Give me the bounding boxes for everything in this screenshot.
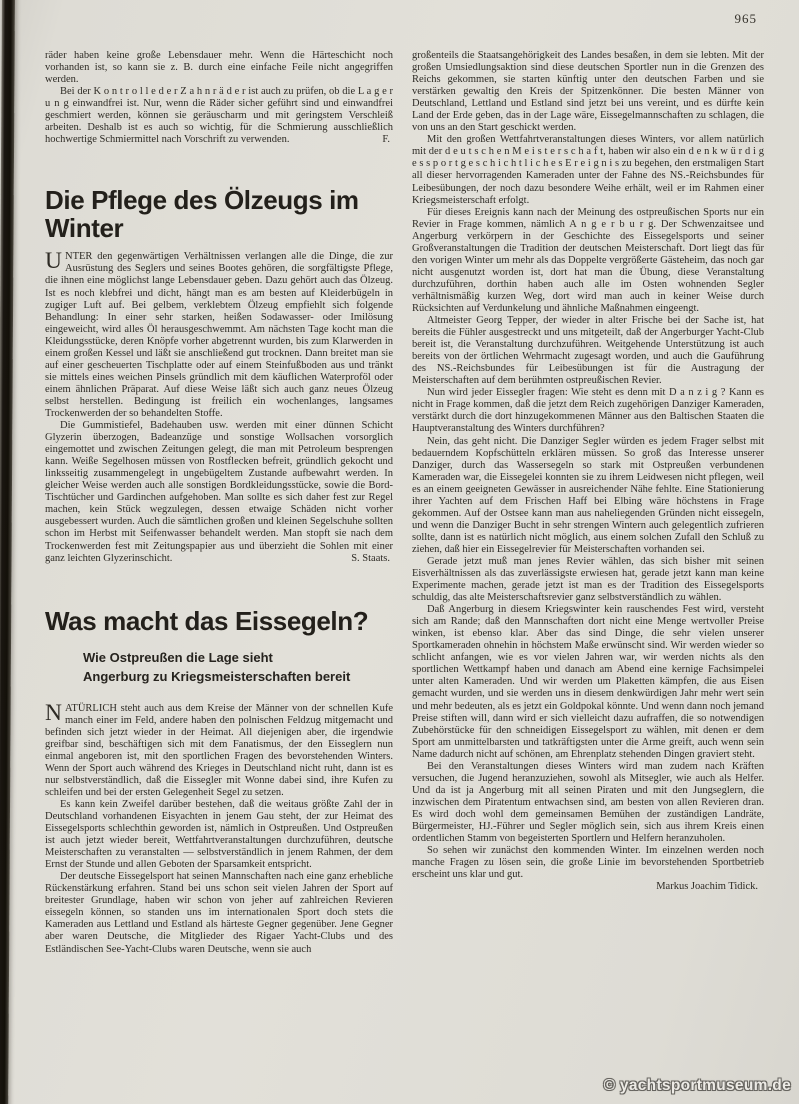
scan-edge-artifact xyxy=(0,0,15,1104)
paragraph: Bei den Veranstaltungen dieses Winters wird man zudem nach Kräften versuchen, die Jugend heranzuziehen, sowohl als Mitsegler, wie auch als Helfer. Und da ist ja Angerburg mit all seinen Piraten und mit den Jungseglern, die inzwischen dem Piratentum entwachsen sind, am besten von allen Revieren dran. Es wird doch wohl dem gemeinsamen Bemühen der zuständigen Landräte, Bürgermeister, HJ.-Führer und Segler möglich sein, sich aus ihrem Kreis einen ordentlichen Stamm von begeisterten Sportlern und Helfern heranzuholen. xyxy=(412,760,764,845)
paragraph: großenteils die Staatsangehörigkeit des Landes besaßen, in dem sie lebten. Mit der großen Umsiedlungsaktion sind diese deutschen Sportler nun in die Grenzen des Reichs gekommen, sie starten künftig unter den deutschen Farben und sie verstärken gewaltig den Kreis der Spitzenkönner. Die besten Männer von Deutschland, Lettland und Estland sind jetzt bei uns vereint, und es dürfte kein Land der Erde geben, das in der Lage wäre, Eissegelmannschaften zu schlagen, die von uns an den Start geschickt werden. xyxy=(412,50,764,134)
paragraph: Daß Angerburg in diesem Kriegswinter kein rauschendes Fest wird, versteht sich am Rande; daß den Mannschaften dort nicht eine Menge wertvoller Preise winken, ist ebenso klar. Aber das sind Dinge, die sehr vielen unserer Sportkameraden ohnehin in höchstem Maße erwünscht sind. Wir werden wieder so schlicht anfangen, wie es vor vielen Jahren war, wir werden nichts als den sportlichen Wettkampf haben und danach am Abend eine kernige Fachsimpelei unter alten Kameraden. Und wir werden um Plaketten kämpfen, die aus Eisen gemacht wurden, und sie werden uns in diesem denkwürdigen Jahr mehr wert sein und mehr bedeuten, als es jetzt ein Goldpokal könnte. Und wenn dann noch jemand Preise stiften will, dann wird er sich vielleicht dazu aufraffen, die so notwendigen Zubehörstücke für den schneidigen Eissegelsport zu wählen, mit denen er dem Sport am unmittelbarsten und tatkräftigsten unter die Arme greift, auch wenn sein Name dadurch nicht auf schönen, am Ehrenplatz stehenden Dingen graviert steht. xyxy=(412,604,764,760)
paragraph: Der deutsche Eissegelsport hat seinen Mannschaften nach eine ganz erhebliche Rückenstärkung erfahren. Stand bei uns schon seit vielen Jahren der Sport auf breitester Grundlage, haben wir schon von jeher auf zahlreichen Revieren eissegeln können, so standen uns im internationalen Sport doch stets die Kameraden aus Lettland und Estland als härteste Gegner gegenüber. Jene Gegner aber waren Deutsche, die Mitglieder des Rigaer Yacht-Clubs und des Estländischen See-Yacht-Clubs waren Deutsche, wenn sie auch xyxy=(45,871,393,955)
paragraph: NATÜRLICH steht auch aus dem Kreise der Männer von der schnellen Kufe manch einer im Feld, andere haben den polnischen Feldzug mitgemacht und befinden sich jetzt wieder in der Heimat. All diejenigen aber, die irgendwie greifbar sind, beschäftigen sich mit dem Fanatismus, der den Eisseglern nun einmal angeboren ist, mit den sportlichen Fragen des bevorstehenden Winters. Wenn der Sport auch während des Krieges in Deutschland nicht ruht, dann ist es nur selbstverständlich, daß die Eissegler mit Wonne dabei sind, ihre Kufen zu schleifen und bei der ersten Gelegenheit Segel zu setzen. xyxy=(45,699,393,798)
article-subtitle: Angerburg zu Kriegsmeisterschaften bereit xyxy=(83,668,351,684)
paragraph: Es kann kein Zweifel darüber bestehen, daß die weitaus größte Zahl der in Deutschland vorhandenen Eisyachten in jenem Gau steht, der zur Heimat des Eissegelsports schlechthin geworden ist, nämlich in Ostpreußen. Und Ostpreußen ist auch jetzt wieder bereit, Wettfahrtveranstaltungen durchzuführen, deutsche Meisterschaften zu veranstalten — selbstverständlich in jenem Rahmen, der dem Ernst der Stunde und allen Geboten der Sparsamkeit entspricht. xyxy=(45,798,393,871)
paragraph: Gerade jetzt muß man jenes Revier wählen, das sich bisher mit seinen Eisverhältnissen als das zuverlässigste erwiesen hat, gerade jetzt kann man keine Experimente machen, gerade jetzt ist man es der Tradition des Eissegelsports schuldig, das alte Meisterschaftsrevier ganz selbstverständlich zu wählen. xyxy=(412,555,764,604)
article-fragment-zahnraeder xyxy=(45,50,393,146)
article-subtitles xyxy=(83,648,393,686)
paragraph: räder haben keine große Lebensdauer mehr. Wenn die Härteschicht noch vorhanden ist, so kann sie z. B. durch eine einfache Feile nicht angegriffen werden. xyxy=(45,50,393,86)
right-column xyxy=(412,50,764,956)
paragraph: So sehen wir zunächst den kommenden Winter. Im einzelnen werden noch manche Fragen zu lösen sein, die große Linie im bevorstehenden Sportbetrieb erscheint uns klar und gut. xyxy=(412,845,764,881)
paragraph: Die Gummistiefel, Badehauben usw. werden mit einer dünnen Schicht Glyzerin überzogen, Badeanzüge und sonstige Wollsachen vorsorglich eingemottet und zwischen Zeitungen gelegt, die man mit Petroleum besprengen kann. Weiße Segelhosen müssen von Rostflecken befreit, gründlich gekocht und linksseitig zusammengelegt in ungebügeltem Zustande aufbewahrt werden. In gleicher Weise werden auch alle sonstigen Bordkleidungsstücke, sowie die Bord-Tischtücher und Gardinchen aufgehoben. Man sollte es sich daher fest zur Regel machen, kein Stück wegzulegen, dessen etwaige Schäden nicht vorher ausgebessert wurden. Auch die sämtlichen großen und kleinen Segelschuhe sollten schon im Herbst mit Seifenwasser behandelt werden. Man stopft sie nach dem Trockenwerden fest mit Zeitungspapier aus und überzieht die Sohlen mit einer ganz leichten Glyzerinschicht. xyxy=(45,420,393,564)
paragraph: Bei der K o n t r o l l e d e r Z a h n r ä d e r ist auch zu prüfen, ob die L a g e r u n g einwandfrei ist. Nur, wenn die Räder sicher geführt sind und einwandfrei geschmiert werden, können sie geräuscharm und mit geringstem Verschleiß arbeiten. Deshalb ist es auch so wichtig, für die Schmierung ausschließlich hochwertige Schmiermittel nach Vorschrift zu verwenden. xyxy=(45,86,393,146)
page-number: 965 xyxy=(734,11,757,26)
page-columns xyxy=(45,50,764,956)
watermark: © yachtsportmuseum.de xyxy=(603,1077,791,1094)
article-oelzeug xyxy=(45,186,393,564)
article-subtitle: Wie Ostpreußen die Lage sieht xyxy=(83,649,273,665)
paragraph: Altmeister Georg Tepper, der wieder in alter Frische bei der Sache ist, hat bereits die Fühler ausgestreckt und uns mitgeteilt, daß der Angerburger Yacht-Club bereit ist, die Veranstaltung durchzuführen. Weitgehende Unterstützung ist auch bereits von der örtlichen Wehrmacht zugesagt worden, und auch die Gauführung des NS.-Reichsbundes für Leibesübungen ist für die Austragung der Meisterschaften auf dem berühmten ostpreußischen Revier. xyxy=(412,315,764,387)
paragraph: Nein, das geht nicht. Die Danziger Segler würden es jedem Frager selbst mit bedauerndem Kopfschütteln erklären müssen. So groß das Interesse unserer Danziger, durch das Wassersegeln so stark mit Ostpreußen verbundenen Kameraden war, die Eissegelei konnten sie zu ihrem Leidwesen nicht pflegen, weil es an einem geeigneten Gewässer in ausreichender Nähe fehlte. Eine Stationierung ihrer Yachten auf dem Frischen Haff bei Elbing wäre höchstens in Frage gekommen. Auf der Ostsee kann man aus naheliegenden Gründen nicht eissegeln, und wenn die Danziger Bucht in sehr strengen Wintern auch gelegentlich zufrieren sollte, dann ist es natürlich nicht möglich, aus einem solchen Zufall den Schluß zu ziehen, daß hier ein Eissegelrevier für Meisterschaften vorhanden sei. xyxy=(412,435,764,555)
left-column xyxy=(45,50,393,956)
paragraph: Nun wird jeder Eissegler fragen: Wie steht es denn mit D a n z i g ? Kann es nicht in Frage kommen, daß die jetzt dem Reich zugehörigen Danziger Kameraden, verstärkt durch die dort hinzugekommenen Männer aus den Baltischen Staaten die Hauptveranstaltung des Winters durchführen? xyxy=(412,387,764,435)
author-signature: Markus Joachim Tidick. xyxy=(656,881,758,893)
paragraph: Mit den großen Wettfahrtveranstaltungen dieses Winters, vor allem natürlich mit der d e u t s c h e n M e i s t e r s c h a f t, haben wir also ein d e n k w ü r d i g e s s p o r t g e s c h i c h t l i c h e s E r e i g n i s zu begehen, den erstmaligen Start all dieser hervorragenden Kameraden unter der Fahne des NS.-Reichsbundes für Leibesübungen, der noch dazu besondere Weihe erhält, weil er im Rahmen einer Kriegsmeisterschaft erfolgt. xyxy=(412,134,764,206)
article-title-eissegeln: Was macht das Eissegeln? xyxy=(45,605,369,636)
paragraph: Für dieses Ereignis kann nach der Meinung des ostpreußischen Sports nur ein Revier in Frage kommen, nämlich A n g e r b u r g. Der Schwenzaitsee und Angerburg verkörpern in der Geschichte des Eissegelsports und seiner Großveranstaltungen die Tradition der deutschen Meisterschaft. Dort liegt das für den vorigen Winter um mehr als das Doppelte vergrößerte Gästeheim, das noch gar nicht ausgenutzt worden ist, dort hat man die Übung, diese Veranstaltung durchzuführen, dorthin haben auch alle im Osten wohnenden Segler verhältnismäßig kurzen Weg, dort wird man auch in keiner Weise durch Rücksichten auf Verdunkelung und ähnliche Maßnahmen eingeengt. xyxy=(412,206,764,314)
article-title-oelzeug: Die Pflege des Ölzeugs im Winter xyxy=(45,185,359,244)
paragraph: UNTER den gegenwärtigen Verhältnissen verlangen alle die Dinge, die zur Ausrüstung des Seglers und seines Bootes gehören, die sorgfältigste Pflege, die ihnen eine möglichst lange Lebensdauer geben. Dazu gehört auch das Ölzeug. Ist es noch klebfrei und dicht, hängt man es am besten auf Kleiderbügeln in zugiger Luft auf. Bei gelbem, verklebtem Ölzeug empfiehlt sich folgende Behandlung: In einer sehr starken, heißen Sodawasser- oder Imilösung eingeweicht, wird alles Öl herausgeschwemmt. Am nächsten Tage kocht man die Kleidungsstücke, deren Knöpfe vorher abgetrennt wurden, bis zum Klarwerden in einem großen Kessel und läßt sie anschließend gut trocknen. Dann breitet man sie auf einer gescheuerten Tischplatte oder auf einem Steinfußboden aus und tränkt sie mittels eines weichen Pinsels gründlich mit dem käuflichen Waterproföl oder einem ähnlichen Präparat. Auf diese Weise läßt sich auch ganz neues Ölzeug selbst herstellen. Bedingung ist freilich ein wochenlanges, langsames Trockenwerden der so behandelten Stoffe. xyxy=(45,248,393,419)
author-signature: S. Staats. xyxy=(351,552,390,564)
article-eissegeln xyxy=(45,607,393,956)
author-signature: F. xyxy=(382,134,390,146)
